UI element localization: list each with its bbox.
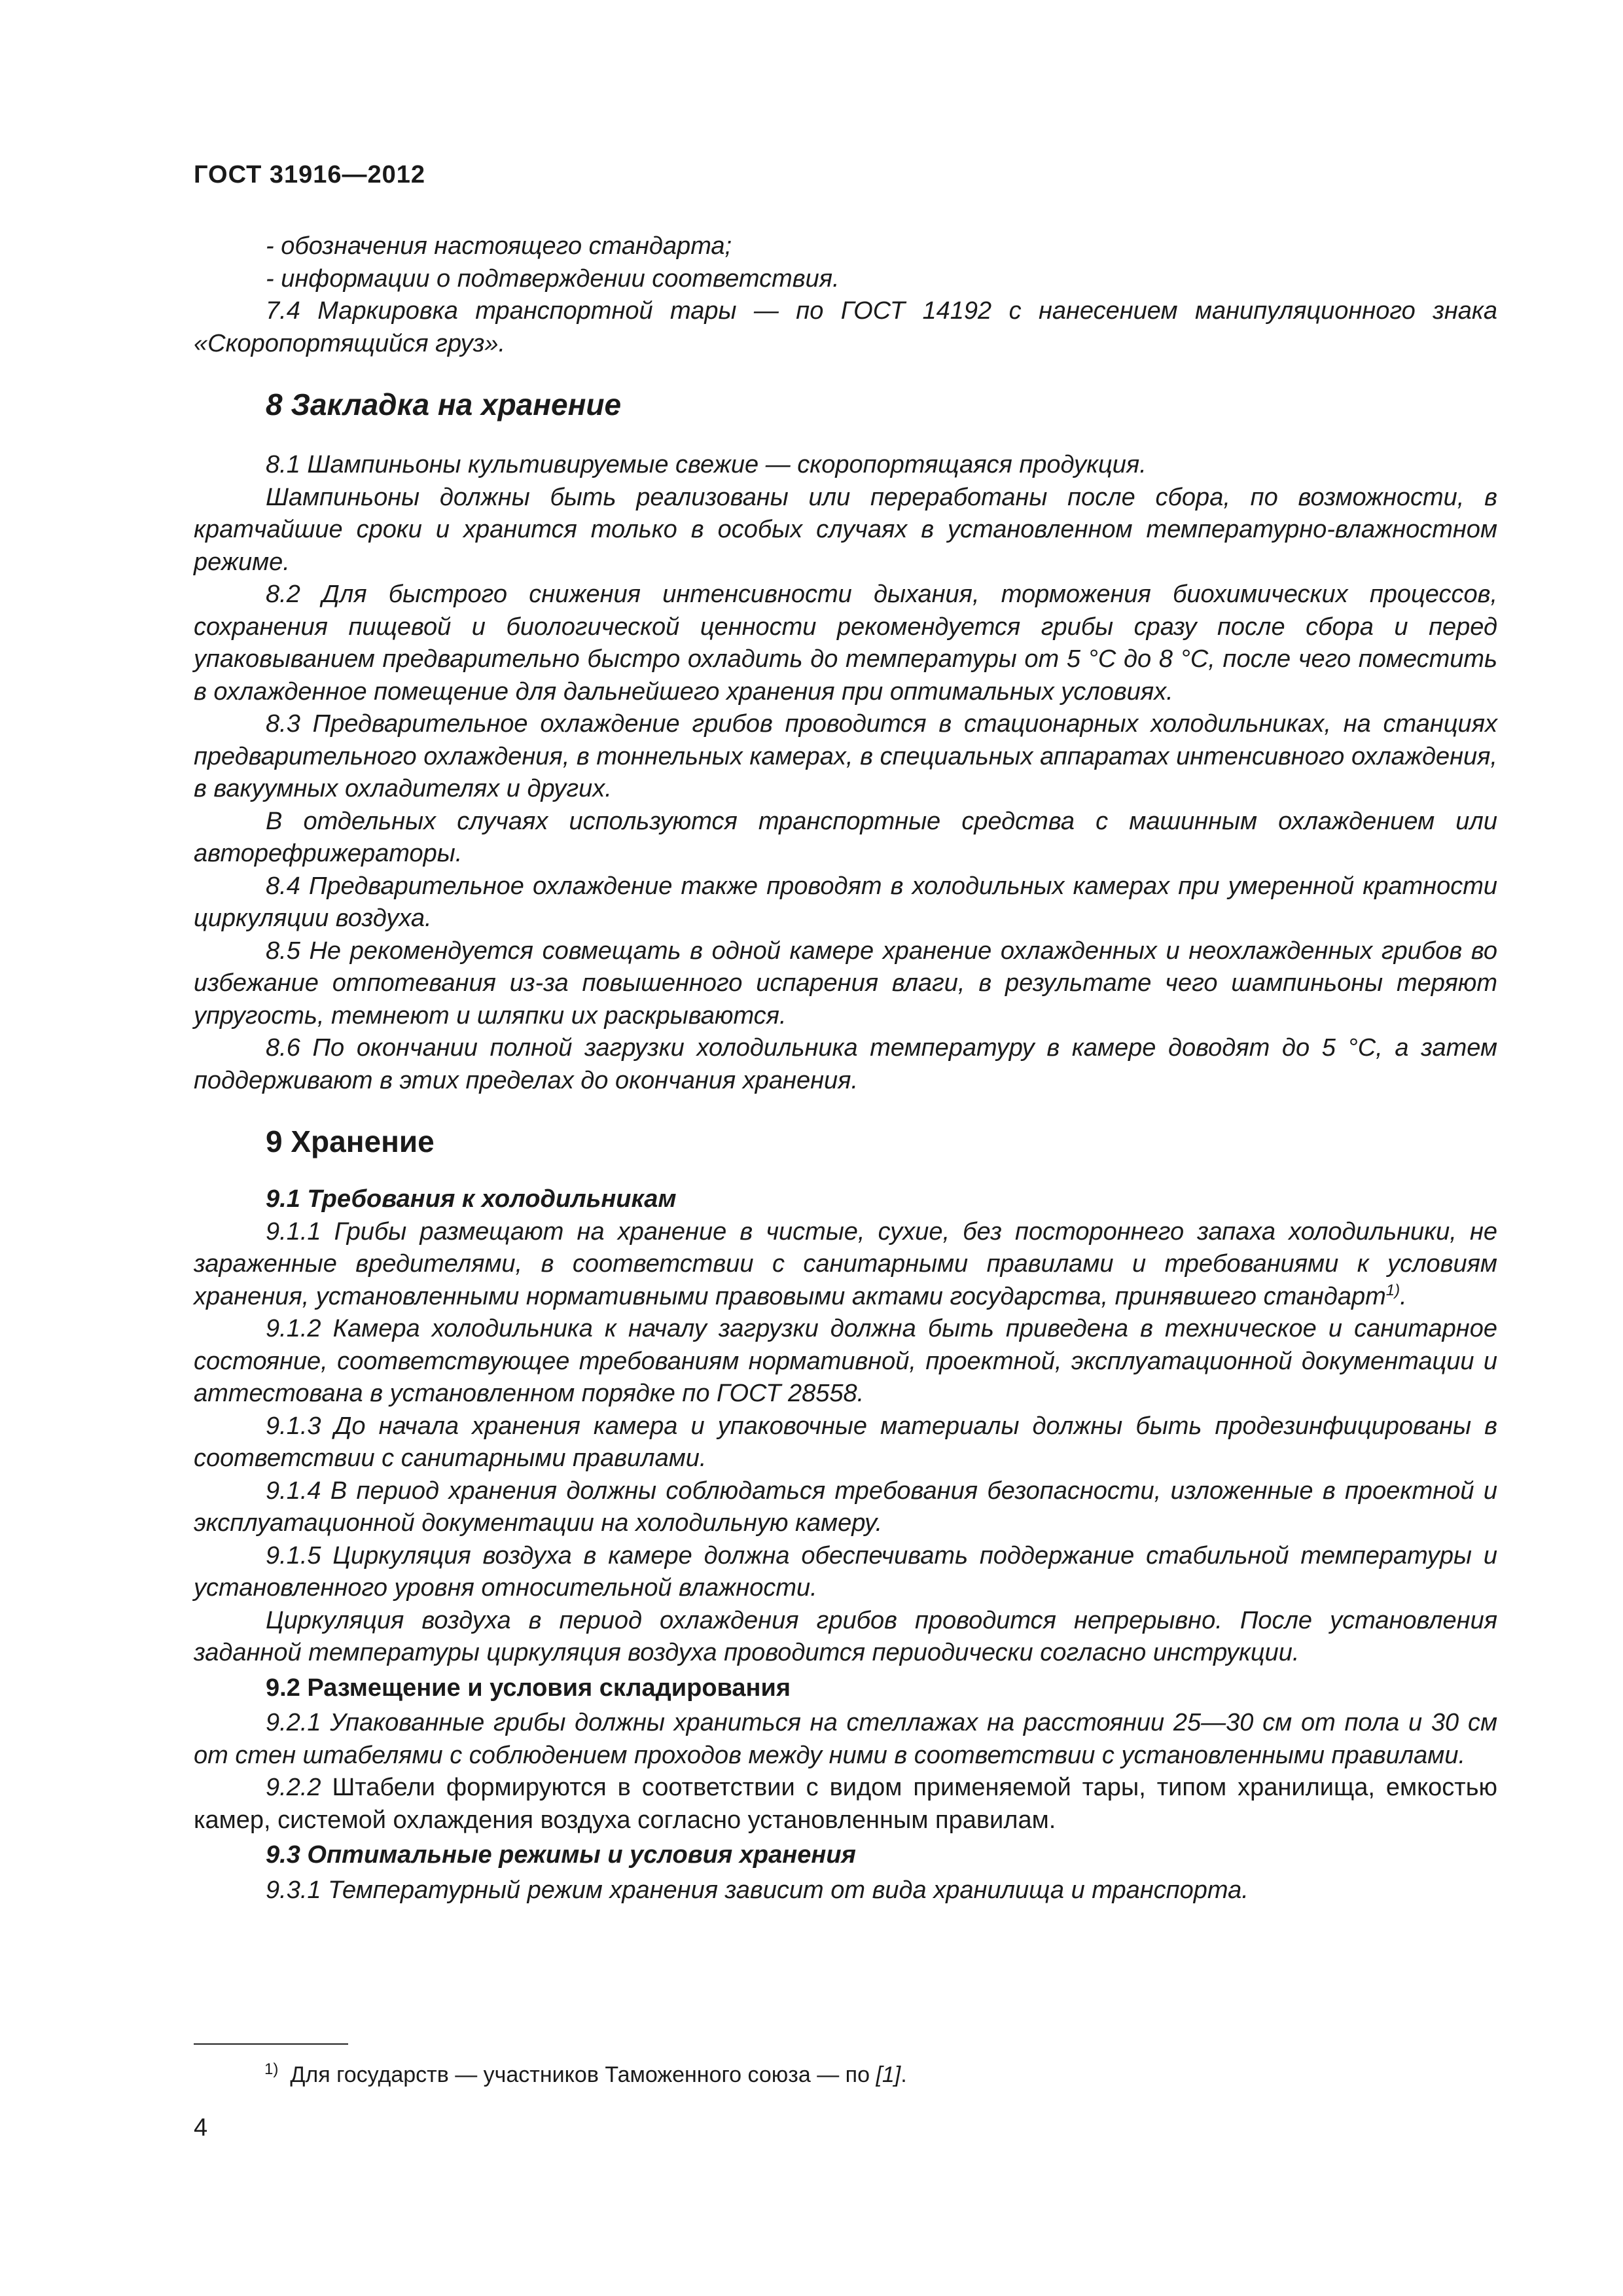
- document-page: [194, 0, 1497, 2296]
- section-9-title: 9 Хранение: [266, 1124, 435, 1158]
- paragraph-8-5: 8.5 Не рекомендуется совмещать в одной камере хранение охлажденных и неохлажденных грибов во избежание отпотевания из-за повышенного испарения влаги, в результате чего шампиньоны теряют упругость, темнеют и шляпки их раскрываются.: [194, 937, 1497, 1030]
- paragraph-9-1-1-text: 9.1.1 Грибы размещают на хранение в чистые, сухие, без постороннего запаха холодильники, не зараженные вредителями, в соответствии с санитарными правилами и требованиями к условиям хранения, установленными нормативными правовыми актами государства, принявшего стандарт: [194, 1217, 1497, 1310]
- paragraph-9-1-5-continued: Циркуляция воздуха в период охлаждения грибов проводится непрерывно. После установления заданной температуры циркуляция воздуха проводится периодически согласно инструкции.: [194, 1606, 1497, 1666]
- standard-designation: ГОСТ 31916—2012: [194, 161, 426, 188]
- paragraph-9-1-5: 9.1.5 Циркуляция воздуха в камере должна обеспечивать поддержание стабильной температуры и установленного уровня относительной влажности.: [194, 1541, 1497, 1602]
- paragraph-8-3-continued: В отдельных случаях используются транспортные средства с машинным охлаждением или авторефрижераторы.: [194, 807, 1497, 867]
- footnote-text: Для государств — участников Таможенного союза — по: [290, 2062, 876, 2087]
- page-number: 4: [194, 2114, 208, 2142]
- footnote-separator: [194, 2043, 348, 2045]
- footnote-reference: 1): [1385, 1281, 1400, 1299]
- paragraph-8-3: 8.3 Предварительное охлаждение грибов проводится в стационарных холодильниках, на станциях предварительного охлаждения, в тоннельных камерах, в специальных аппаратах интенсивного охлаждения, в вакуумных охладителях и других.: [194, 710, 1497, 802]
- paragraph-9-2-2-text: Штабели формируются в соответствии с видом применяемой тары, типом хранилища, емкостью камер, системой охлаждения воздуха согласно установленным правилам.: [194, 1774, 1497, 1834]
- paragraph-9-2-2-number: 9.2.2: [266, 1774, 321, 1801]
- paragraph-8-6: 8.6 По окончании полной загрузки холодильника температуру в камере доводят до 5 °С, а затем поддерживают в этих пределах до окончания хранения.: [194, 1034, 1497, 1094]
- paragraph-9-2-2: [194, 1772, 1497, 1837]
- body-text: [194, 230, 1497, 1907]
- paragraph-8-4: 8.4 Предварительное охлаждение также проводят в холодильных камерах при умеренной кратности циркуляции воздуха.: [194, 872, 1497, 932]
- paragraph-9-1-3: 9.1.3 До начала хранения камера и упаковочные материалы должны быть продезинфицированы в соответствии с санитарными правилами.: [194, 1412, 1497, 1472]
- paragraph-9-1-1-end: .: [1400, 1282, 1407, 1310]
- footnote-mark: 1): [264, 2060, 279, 2078]
- footnote-end: .: [901, 2062, 907, 2087]
- paragraph-9-1-1: [194, 1216, 1497, 1314]
- subsection-9-1-title: 9.1 Требования к холодильникам: [266, 1185, 677, 1213]
- paragraph-8-1: 8.1 Шампиньоны культивируемые свежие — скоропортящаяся продукция.: [266, 451, 1147, 478]
- subsection-9-3-title: 9.3 Оптимальные режимы и условия хранения: [266, 1841, 856, 1869]
- footnote: [264, 2055, 1495, 2089]
- list-item: - информации о подтверждении соответствия.: [266, 264, 840, 293]
- paragraph-9-1-2: 9.1.2 Камера холодильника к началу загрузки должна быть приведена в техническое и санитарное состояние, соответствующее требованиям нормативной, проектной, эксплуатационной документации и аттестована в установленном порядке по ГОСТ 28558.: [194, 1315, 1497, 1407]
- section-8-title: 8 Закладка на хранение: [266, 387, 622, 422]
- paragraph-7-4: 7.4 Маркировка транспортной тары — по ГОСТ 14192 с нанесением манипуляционного знака «Скоропортящийся груз».: [194, 297, 1497, 357]
- footnote-citation: [1]: [876, 2062, 901, 2087]
- paragraph-9-3-1: 9.3.1 Температурный режим хранения зависит от вида хранилища и транспорта.: [266, 1876, 1249, 1904]
- paragraph-9-1-4: 9.1.4 В период хранения должны соблюдаться требования безопасности, изложенные в проектной и эксплуатационной документации на холодильную камеру.: [194, 1477, 1497, 1537]
- paragraph-8-1-continued: Шампиньоны должны быть реализованы или переработаны после сбора, по возможности, в кратчайшие сроки и хранится только в особых случаях в установленном температурно-влажностном режиме.: [194, 483, 1497, 576]
- paragraph-9-2-1: 9.2.1 Упакованные грибы должны храниться на стеллажах на расстоянии 25—30 см от пола и 30 см от стен штабелями с соблюдением проходов между ними в соответствии с установленными правилами.: [194, 1709, 1497, 1769]
- paragraph-8-2: 8.2 Для быстрого снижения интенсивности дыхания, торможения биохимических процессов, сохранения пищевой и биологической ценности рекомендуется грибы сразу после сбора и перед упаковыванием предварительно быстро охладить до температуры от 5 °С до 8 °С, после чего поместить в охлажденное помещение для дальнейшего хранения при оптимальных условиях.: [194, 581, 1497, 706]
- subsection-9-2-title: 9.2 Размещение и условия складирования: [266, 1674, 791, 1702]
- list-item: - обозначения настоящего стандарта;: [266, 232, 732, 260]
